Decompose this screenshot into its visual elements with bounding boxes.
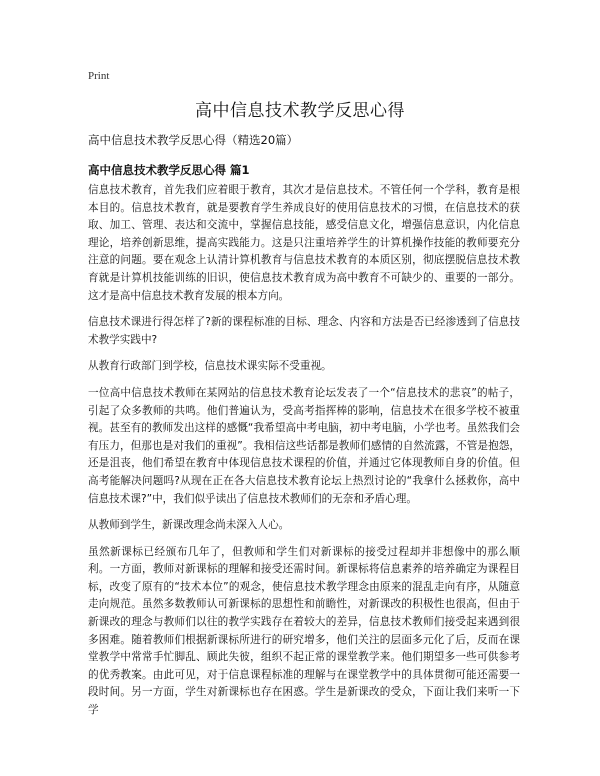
print-label[interactable]: Print (88, 70, 110, 82)
document-body (88, 182, 520, 729)
paragraph: 信息技术教育，首先我们应着眼于教育，其次才是信息技术。不管任何一个学科，教育是根本目的。信息技术教育，就是要教育学生养成良好的使用信息技术的习惯，在信息技术的获取、加工、管理、表达和交流中，掌握信息技能，感受信息文化，增强信息意识，内化信息理论，培养创新思维，提高实践能力。这是只注重培养学生的计算机操作技能的教师要充分注意的问题。要在观念上认清计算机教育与信息技术教育的本质区别，彻底摆脱信息技术教育就是计算机技能训练的旧识，使信息技术教育成为高中教育不可缺少的、重要的一部分。这才是高中信息技术教育发展的根本方向。 (88, 184, 520, 302)
paragraph: 虽然新课标已经颁布几年了，但教师和学生们对新课标的接受过程却并非想像中的那么顺利。一方面，教师对新课标的理解和接受还需时间。新课标将信息素养的培养确定为课程目标，改变了原有的“技术本位”的观念，使信息技术教学理念由原来的混乱走向有序，从随意走向规范。虽然多数教师认可新课标的思想性和前瞻性，对新课改的积极性也很高，但由于新课改的理念与教师们以往的教学实践存在着较大的差异，信息技术教师们接受起来遇到很多困难。随着教师们根据新课标所进行的研究增多，他们关注的层面多元化了后，反而在课堂教学中常常手忙脚乱、顾此失彼，组织不起正常的课堂教学来。他们期望多一些可供参考的优秀教案。由此可见，对于信息课程标准的理解与在课堂教学中的具体贯彻可能还需要一段时间。另一方面，学生对新课标也存在困惑。学生是新课改的受众，下面让我们来听一下学 (88, 545, 520, 717)
paragraph: 一位高中信息技术教师在某网站的信息技术教育论坛发表了一个“信息技术的悲哀”的帖子，引起了众多教师的共鸣。他们普遍认为，受高考指挥棒的影响，信息技术在很多学校不被重视。甚至有的教师发出这样的感慨“我希望高中考电脑，初中考电脑，小学也考。虽然我们会有压力，但那也是对我们的重视”。我相信这些话都是教师们感情的自然流露，不管是抱怨，还是沮丧，他们希望在教育中体现信息技术课程的价值，并通过它体现教师自身的价值。但高考能解决问题吗?从现在正在各大信息技术教育论坛上热烈讨论的“我拿什么拯救你，高中信息技术课?”中，我们似乎读出了信息技术教师们的无奈和矛盾心理。 (88, 386, 520, 505)
paragraph: 从教师到学生，新课改理念尚未深入人心。 (88, 519, 290, 532)
page-title: 高中信息技术教学反思心得 (195, 101, 405, 121)
section-heading: 高中信息技术教学反思心得 篇1 (88, 163, 250, 177)
paragraph: 从教育行政部门到学校，信息技术课实际不受重视。 (88, 360, 332, 373)
document-subtitle: 高中信息技术教学反思心得（精选20篇） (88, 133, 299, 147)
paragraph: 信息技术课进行得怎样了?新的课程标准的目标、理念、内容和方法是否已经渗透到了信息技术教学实践中? (88, 316, 520, 346)
